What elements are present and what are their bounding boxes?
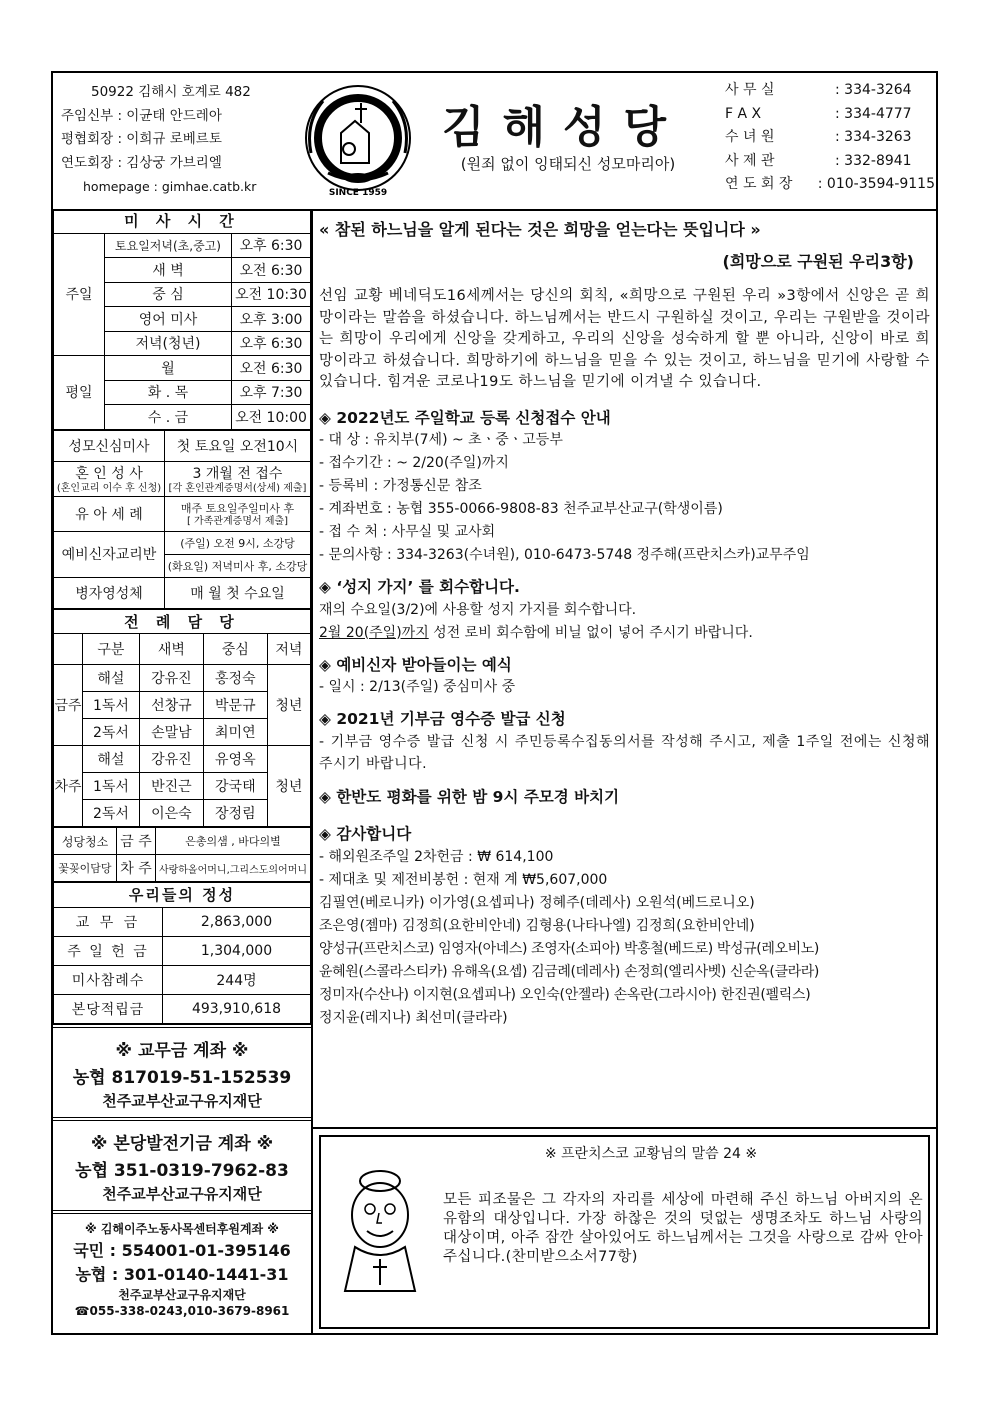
notice-line: - 접수기간 : ~ 2/20(주일)까지: [319, 455, 509, 471]
mass-time: 오후 3:00: [232, 307, 311, 332]
cleaning-week: 금 주: [117, 828, 156, 855]
sunday-label: 주일: [54, 233, 105, 356]
notice-line: - 제대초 및 제전비봉헌 : 현재 계 ₩5,607,000: [319, 871, 608, 888]
cleaning-label: 성당청소: [54, 828, 117, 855]
liturgy-role: 1독서: [83, 692, 140, 719]
liturgy-role: 1독서: [83, 773, 140, 800]
pope-quote-text: 모든 피조물은 그 각자의 자리를 세상에 마련해 주신 하느님 아버지의 온유함의 대상입니다. 가장 하찮은 것의 덧없는 생명조차도 하느님 사랑의 대상이며, 아주 잠깐 살아있어도 하느님께서는 그것을 사랑으로 감싸 안아주십니다.(찬미받으소서77항): [443, 1192, 923, 1265]
notice-line: - 일시 : 2/13(주일) 중심미사 중: [319, 679, 516, 695]
contact-rectory: 사 제 관 : 332-8941: [725, 152, 912, 169]
migrant-center-account: [53, 1210, 311, 1320]
pope-quote-inner: [319, 1135, 930, 1329]
mass-name: 월: [105, 356, 232, 381]
notice-line: 재의 수요일(3/2)에 사용할 성지 가지를 회수합니다.: [319, 601, 637, 618]
liturgy-role: 해설: [83, 746, 140, 773]
mass-time: 오전 6:30: [232, 356, 311, 381]
liturgy-person: 이은숙: [139, 800, 203, 827]
liturgy-evening: 청년: [267, 746, 310, 827]
development-account-owner: 천주교부산교구유지재단: [102, 1184, 262, 1203]
mass-name: 토요일저녁(초,중고): [105, 233, 232, 258]
development-account-title: ※ 본당발전기금 계좌 ※: [90, 1133, 274, 1154]
left-column: [53, 209, 313, 1333]
mass-name: 수 . 금: [105, 405, 232, 430]
mass-time: 오후 6:30: [232, 233, 311, 258]
dues-account: [53, 1024, 311, 1117]
offering-name: 주 일 헌 금: [54, 936, 163, 965]
liturgy-header: 구분: [83, 634, 140, 665]
development-account: [53, 1117, 311, 1210]
liturgy-person: 박문규: [203, 692, 267, 719]
donor-line: 양성규(프란치스코) 임영자(아네스) 조영자(소피아) 박홍철(베드로) 박성규(레오비노): [319, 940, 819, 957]
migrant-account-phone: ☎055-338-0243,010-3679-8961: [74, 1303, 290, 1318]
notice-receipt-title: ◈ 2021년 기부금 영수증 발급 신청: [319, 710, 566, 728]
liturgy-person: 손말남: [139, 719, 203, 746]
contact-office: 사 무 실 : 334-3264: [725, 82, 912, 98]
donor-line: 조은영(젬마) 김정희(요한비안네) 김형용(나타나엘) 김정희(요한비안네): [319, 917, 755, 934]
bulletin-header: [53, 73, 936, 211]
homepage-url: homepage : gimhae.catb.kr: [83, 179, 257, 194]
article-source: (희망으로 구원된 우리3항): [722, 251, 914, 271]
notice-thanks-title: ◈ 감사합니다: [319, 825, 412, 843]
notice-catechumen-title: ◈ 예비신자 받아들이는 예식: [319, 655, 512, 674]
notice-line: 2월 20(주일)까지 성전 로비 회수함에 비닐 없이 넣어 주시기 바랍니다.: [319, 624, 753, 641]
council-chair: 평협회장 : 이희규 로베르토: [61, 131, 222, 147]
sacrament-value: (주일) 오전 9시, 소강당 (화요일) 저녁미사 후, 소강당: [165, 531, 311, 577]
cleaning-groups: 은총의샘 , 바다의별: [156, 828, 311, 855]
cleaning-groups: 사랑하올어머니,그리스도의어머니: [156, 855, 311, 882]
next-week-label: 차주: [54, 746, 83, 827]
parish-info: [61, 81, 301, 199]
mass-time: 오전 10:00: [232, 405, 311, 430]
mass-name: 영어 미사: [105, 307, 232, 332]
liturgy-header: 중심: [203, 634, 267, 665]
liturgy-person: 장정림: [203, 800, 267, 827]
logo-since: SINCE 1959: [328, 188, 388, 197]
sacrament-name: 성모신심미사: [54, 430, 165, 461]
notice-line: - 해외원조주일 2차헌금 : ₩ 614,100: [319, 848, 554, 865]
offering-value: 493,910,618: [163, 994, 311, 1023]
dues-account-number: 농협 817019-51-152539: [72, 1067, 292, 1088]
migrant-account-owner: 천주교부산교구유지재단: [118, 1287, 246, 1302]
liturgy-header: 새벽: [139, 634, 203, 665]
offering-value: 2,863,000: [163, 907, 311, 936]
donor-line: 정미자(수산나) 이지현(요셉피나) 오인숙(안젤라) 손옥란(그라시아) 한진권(펠릭스): [319, 986, 811, 1003]
notice-line: - 등록비 : 가정통신문 참조: [319, 478, 482, 494]
liturgy-table: [53, 609, 311, 828]
sacrament-name: 유 아 세 례: [54, 496, 165, 531]
mass-name: 화 . 목: [105, 380, 232, 405]
flower-label: 꽃꽂이담당: [54, 855, 117, 882]
migrant-account-line: 농협 : 301-0140-1441-31: [75, 1264, 289, 1284]
liturgy-role: 2독서: [83, 800, 140, 827]
sacrament-name: 병자영성체: [54, 577, 165, 608]
right-column: [313, 209, 936, 1333]
liturgy-person: 홍정숙: [203, 665, 267, 692]
sacrament-value: 3 개월 전 접수 [각 혼인관계증명서(상세) 제출]: [165, 461, 311, 496]
notice-line: - 대 상 : 유치부(7세) ~ 초ㆍ중ㆍ고등부: [319, 432, 563, 448]
donor-line: 김필연(베로니카) 이가영(요셉피나) 정혜주(데레사) 오원석(베드로니오): [319, 894, 755, 911]
article-body: 선임 교황 베네딕도16세께서는 당신의 회칙, «희망으로 구원된 우리 »3항에서 신앙은 곧 희망이라는 말씀을 하셨습니다. 하느님께서는 반드시 구원하실 것이고, 우리는 구원받을 것이라는 희망이 우리에게 신앙을 갖게하고, 우리의 신앙을 성숙하게 할 뿐 아니라, 신앙이 바로 희망이라고 하셨습니다. 희망하기에 하느님을 믿을 수 있는 것이고, 하느님을 믿기에 사랑할 수 있습니다. 힘겨운 코로나19도 하느님을 믿기에 이겨낼 수 있습니다.: [319, 288, 930, 390]
contact-fax: F A X : 334-4777: [725, 105, 912, 122]
development-account-number: 농협 351-0319-7962-83: [75, 1160, 289, 1181]
liturgy-person: 강국태: [203, 773, 267, 800]
weekday-label: 평일: [54, 356, 105, 430]
mass-name: 저녁(청년): [105, 331, 232, 356]
liturgy-evening: 청년: [267, 665, 310, 746]
notice-line: - 기부금 영수증 발급 신청 시 주민등록수집동의서를 작성해 주시고, 제출 1주일 전에는 신청해주시기 바랍니다.: [319, 733, 930, 772]
liturgy-role: 2독서: [83, 719, 140, 746]
offering-name: 본당적립금: [54, 994, 163, 1023]
liturgy-person: 선창규: [139, 692, 203, 719]
offering-name: 미사참례수: [54, 965, 163, 994]
pope-quote-title: ※ 프란치스코 교황님의 말씀 24 ※: [544, 1146, 758, 1162]
dues-account-title: ※ 교무금 계좌 ※: [115, 1040, 249, 1061]
mass-title: 미 사 시 간: [54, 209, 311, 233]
liturgy-person: 강유진: [139, 746, 203, 773]
this-week-label: 금주: [54, 665, 83, 746]
mass-time: 오후 6:30: [232, 331, 311, 356]
pope-quote-box: [313, 1127, 936, 1335]
cleaning-week: 차 주: [117, 855, 156, 882]
offering-title: 우리들의 정성: [54, 883, 311, 908]
notice-palm-title: ◈ ‘성지 가지’ 를 회수합니다.: [319, 578, 520, 596]
migrant-account-title: ※ 김해이주노동사목센터후원계좌 ※: [85, 1221, 279, 1236]
contact-youth-chair: 연 도 회 장 : 010-3594-9115: [725, 176, 935, 192]
notice-peace-title: ◈ 한반도 평화를 위한 밤 9시 주모경 바치기: [319, 787, 620, 806]
notice-line: - 계좌번호 : 농협 355-0066-9808-83 천주교부산교구(학생이름): [319, 501, 723, 517]
article-headline: « 참된 하느님을 알게 된다는 것은 희망을 얻는다는 뜻입니다 »: [319, 220, 761, 239]
offering-value: 1,304,000: [163, 936, 311, 965]
cleaning-table: [53, 827, 311, 882]
youth-chair: 연도회장 : 김상궁 가브리엘: [61, 154, 222, 171]
contact-convent: 수 녀 원 : 334-3263: [725, 129, 912, 145]
mass-time: 오전 10:30: [232, 282, 311, 307]
bulletin-frame: [51, 71, 938, 1335]
liturgy-person: 반진근: [139, 773, 203, 800]
parish-title: 김해성당: [441, 102, 684, 153]
main-article: [313, 209, 936, 1030]
liturgy-header: 저녁: [267, 634, 310, 665]
dues-account-owner: 천주교부산교구유지재단: [102, 1091, 262, 1110]
pastor-name: 주임신부 : 이균태 안드레아: [61, 107, 222, 124]
mass-name: 중 심: [105, 282, 232, 307]
pope-portrait-icon: [335, 1163, 425, 1293]
mass-time: 오전 6:30: [232, 258, 311, 283]
mass-time: 오후 7:30: [232, 380, 311, 405]
offering-name: 교 무 금: [54, 907, 163, 936]
liturgy-person: 최미연: [203, 719, 267, 746]
notice-line: - 접 수 처 : 사무실 및 교사회: [319, 524, 496, 540]
contact-list: [725, 79, 935, 197]
sacrament-value: 매 월 첫 수요일: [165, 577, 311, 608]
liturgy-person: 강유진: [139, 665, 203, 692]
sacrament-value: 첫 토요일 오전10시: [165, 430, 311, 461]
sacrament-table: [53, 430, 311, 609]
parish-address: 50922 김해시 호계로 482: [91, 84, 251, 100]
liturgy-role: 해설: [83, 665, 140, 692]
liturgy-person: 유영옥: [203, 746, 267, 773]
sacrament-value: 매주 토요일주일미사 후 [ 가족관계증명서 제출]: [165, 496, 311, 531]
parish-logo: [303, 83, 413, 197]
donor-line: 정지윤(레지나) 최선미(클라라): [319, 1009, 508, 1026]
migrant-account-line: 국민 : 554001-01-395146: [73, 1240, 291, 1260]
mass-name: 새 벽: [105, 258, 232, 283]
notice-sunday-school-title: ◈ 2022년도 주일학교 등록 신청접수 안내: [319, 408, 611, 427]
sacrament-name: 예비신자교리반: [54, 531, 165, 577]
offering-table: [53, 882, 311, 1024]
liturgy-title: 전 례 담 당: [54, 609, 311, 634]
donor-line: 윤혜원(스콜라스티카) 유해옥(요셉) 김금례(데레사) 손정희(엘리사벳) 신순옥(클라라): [319, 963, 819, 980]
notice-line: - 문의사항 : 334-3263(수녀원), 010-6473-5748 정주해(프란치스카)교무주임: [319, 547, 810, 563]
sacrament-name: 혼 인 성 사 (혼인교리 이수 후 신청): [54, 461, 165, 496]
mass-schedule-table: [53, 209, 311, 430]
offering-value: 244명: [163, 965, 311, 994]
parish-subtitle: (원죄 없이 잉태되신 성모마리아): [460, 155, 676, 173]
